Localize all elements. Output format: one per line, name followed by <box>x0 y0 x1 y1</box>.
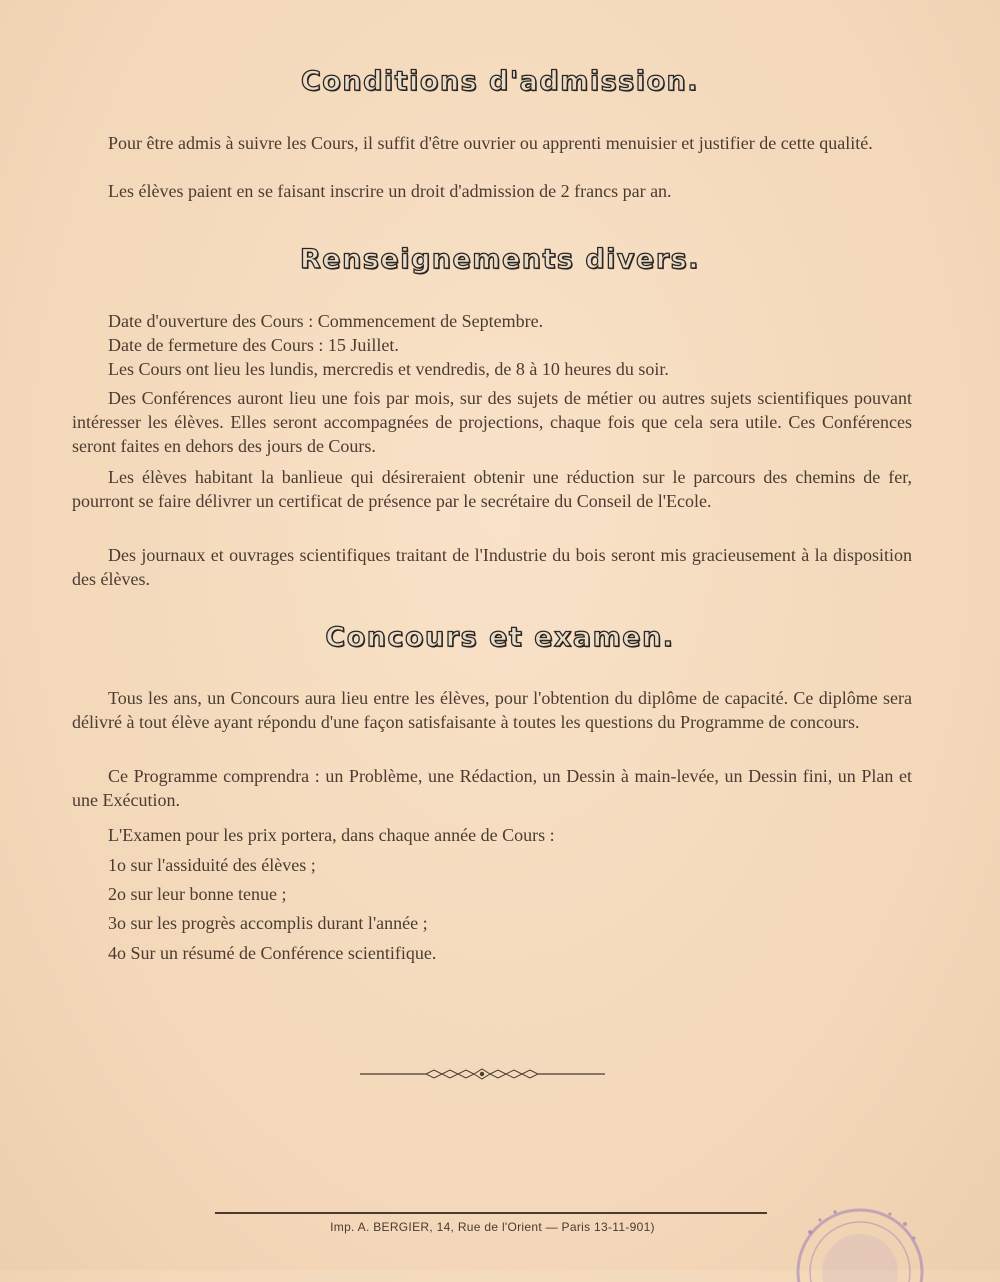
imprint-line: Imp. A. BERGIER, 14, Rue de l'Orient — Paris 13-11-901) <box>330 1220 655 1234</box>
paragraph-renseignements-1: Date d'ouverture des Cours : Commencement de Septembre. <box>108 311 544 331</box>
list-item: 3o sur les progrès accomplis durant l'année ; <box>108 913 428 933</box>
heading-concours-examen: Concours et examen. <box>325 622 675 653</box>
list-item: 4o Sur un résumé de Conférence scientifique. <box>108 943 437 963</box>
paragraph-admission-1: Pour être admis à suivre les Cours, il suffit d'être ouvrier ou apprenti menuisier et justifier de cette qualité. <box>108 133 873 153</box>
paragraph-renseignements-4: Des Conférences auront lieu une fois par mois, sur des sujets de métier ou autres sujets scientifiques pouvant intéresser les élèves. Elles seront accompagnées de projections, chaque fois que cela sera utile. Ces Conférences seront faites en dehors des jours de Cours. <box>72 388 912 456</box>
paragraph-concours-3: L'Examen pour les prix portera, dans chaque année de Cours : <box>108 825 555 845</box>
paragraph-admission-2: Les élèves paient en se faisant inscrire un droit d'admission de 2 francs par an. <box>108 181 672 201</box>
heading-renseignements-divers: Renseignements divers. <box>299 244 700 275</box>
list-item: 2o sur leur bonne tenue ; <box>108 884 287 904</box>
list-item: 1o sur l'assiduité des élèves ; <box>108 855 316 875</box>
divider-ornament-icon <box>360 1067 605 1081</box>
paragraph-renseignements-5: Les élèves habitant la banlieue qui désireraient obtenir une réduction sur le parcours des chemins de fer, pourront se faire délivrer un certificat de présence par le secrétaire du Conseil de l'Ecole. <box>72 467 912 511</box>
paragraph-renseignements-3: Les Cours ont lieu les lundis, mercredis et vendredis, de 8 à 10 heures du soir. <box>108 359 669 379</box>
paragraph-renseignements-6: Des journaux et ouvrages scientifiques traitant de l'Industrie du bois seront mis gracieusement à la disposition des élèves. <box>72 545 912 589</box>
paragraph-concours-2: Ce Programme comprendra : un Problème, une Rédaction, un Dessin à main-levée, un Dessin fini, un Plan et une Exécution. <box>72 766 912 810</box>
heading-conditions-admission: Conditions d'admission. <box>300 66 700 97</box>
paragraph-concours-1: Tous les ans, un Concours aura lieu entre les élèves, pour l'obtention du diplôme de capacité. Ce diplôme sera délivré à tout élève ayant répondu d'une façon satisfaisante à toutes les questions du Programme de concours. <box>72 688 912 732</box>
paragraph-renseignements-2: Date de fermeture des Cours : 15 Juillet. <box>108 335 399 355</box>
library-stamp-icon <box>790 1192 930 1282</box>
footer-rule <box>215 1212 767 1214</box>
